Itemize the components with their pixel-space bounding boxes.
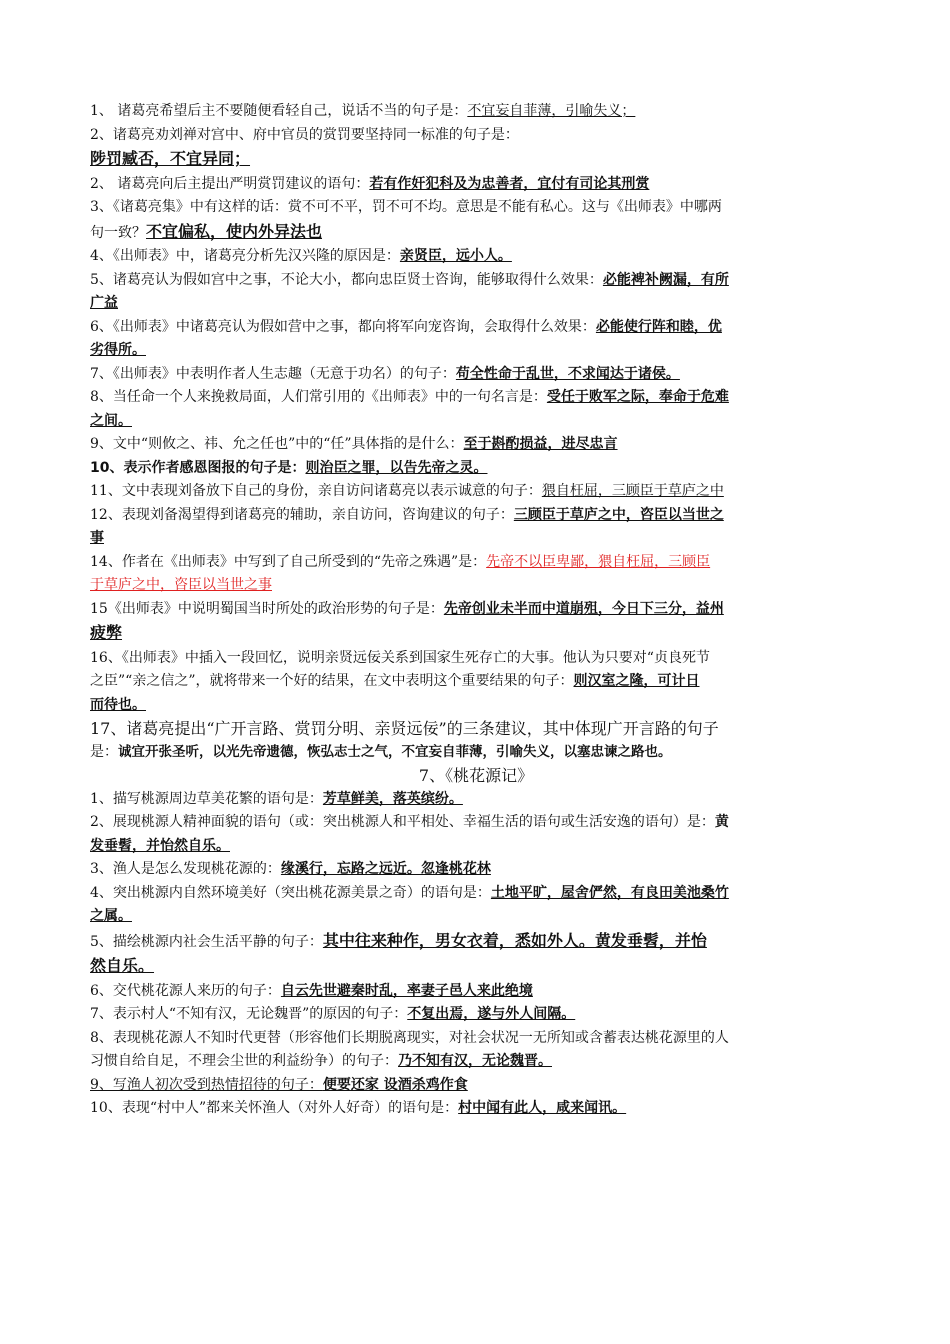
- question: 3、渔人是怎么发现桃花源的：: [90, 861, 281, 877]
- line-38: [90, 1003, 862, 1027]
- line-5: [90, 196, 862, 220]
- answer: 诚宜开张圣听，以光先帝遗德，恢弘志士之气，不宜妄自菲薄，引喻失义，以塞忠谏之路也。: [118, 743, 672, 760]
- answer: 广益: [90, 295, 118, 311]
- question: 9、写渔人初次受到热情招待的句子：: [90, 1076, 323, 1093]
- line-34: [90, 905, 862, 929]
- answer: 先帝不以臣卑鄙，猥自枉屈，三顾臣: [486, 553, 711, 570]
- line-3: [90, 147, 862, 173]
- question: 12、表现刘备渴望得到诸葛亮的辅助，亲自访问，咨询建议的句子：: [90, 506, 514, 523]
- question: 是：: [90, 743, 118, 760]
- question: 8、当任命一个人来挽救局面，人们常引用的《出师表》中的一句名言是：: [90, 389, 547, 405]
- line-11: [90, 339, 862, 363]
- line-31: [90, 835, 862, 859]
- answer: 疲弊: [90, 623, 123, 642]
- line-6: [90, 220, 862, 246]
- answer: 乃不知有汉，无论魏晋。: [398, 1053, 552, 1069]
- line-32: [90, 858, 862, 882]
- line-33: [90, 882, 862, 906]
- question: 1、 诸葛亮希望后主不要随便看轻自己，说话不当的句子是：: [90, 103, 468, 119]
- answer: 缘溪行，忘路之远近。忽逢桃花林: [280, 861, 491, 877]
- question: 1、描写桃源周边草美花繁的语句是：: [90, 790, 323, 807]
- line-29: [90, 788, 862, 812]
- question: 句一致？: [90, 224, 146, 241]
- answer: 受任于败军之际，奉命于危难: [546, 389, 729, 405]
- line-42: [90, 1097, 862, 1121]
- answer: 不宜妄自菲薄，引喻失义；: [467, 103, 636, 119]
- question: 之臣”“亲之信之”，就将带来一个好的结果，在文中表明这个重要结果的句子：: [90, 673, 574, 689]
- question: 10、表示作者感恩图报的句子是：: [90, 459, 306, 476]
- answer: 村中闻有此人，咸来闻讯。: [458, 1100, 627, 1116]
- answer: 黄: [714, 814, 729, 830]
- line-13: [90, 386, 862, 410]
- line-30: [90, 811, 862, 835]
- question: 4、突出桃源内自然环境美好（突出桃花源美景之奇）的语句是：: [90, 884, 491, 901]
- answer: 陟罚臧否，不宜异同；: [90, 149, 251, 168]
- document-page: [90, 100, 862, 1121]
- answer: 土地平旷，屋舍俨然，有良田美池桑竹: [490, 884, 729, 901]
- line-10: [90, 316, 862, 340]
- line-25: [90, 670, 862, 694]
- line-28: [90, 741, 862, 765]
- line-37: [90, 980, 862, 1004]
- question: 16、《出师表》中插入一段回忆，说明亲贤远佞关系到国家生死存亡的大事。他认为只要对“贞良死节: [90, 649, 710, 666]
- answer: 于草庐之中，咨臣以当世之事: [90, 577, 272, 593]
- line-8: [90, 269, 862, 293]
- line-19: [90, 527, 862, 551]
- answer: 芳草鲜美，落英缤纷。: [322, 790, 463, 807]
- answer: 至于斟酌损益，进尽忠言: [463, 436, 618, 452]
- line-24: [90, 647, 862, 671]
- section-heading: 7、《桃花源记》: [418, 766, 534, 785]
- answer: 不宜偏私，使内外异法也: [146, 221, 323, 241]
- question: 15《出师表》中说明蜀国当时所处的政治形势的句子是：: [90, 600, 444, 617]
- answer: 必能裨补阙漏，有所: [602, 271, 729, 288]
- answer: 之间。: [90, 412, 132, 429]
- question: 2、 诸葛亮向后主提出严明赏罚建议的语句：: [90, 175, 370, 192]
- line-41: [90, 1074, 862, 1098]
- question: 8、表现桃花源人不知时代更替（形容他们长期脱离现实，对社会状况一无所知或含蓄表达桃花源里的人: [90, 1029, 729, 1046]
- answer: 便要还家 设酒杀鸡作食: [322, 1076, 468, 1093]
- question: 17、诸葛亮提出“广开言路、赏罚分明、亲贤远佞”的三条建议，其中体现广开言路的句子: [90, 719, 719, 738]
- question: 7、表示村人“不知有汉，无论魏晋”的原因的句子：: [90, 1006, 408, 1022]
- answer: 必能使行阵和睦，优: [595, 318, 722, 335]
- line-4: [90, 173, 862, 197]
- question: 习惯自给自足，不理会尘世的利益纷争）的句子：: [90, 1053, 398, 1069]
- question: 14、作者在《出师表》中写到了自己所受到的“先帝之殊遇”是：: [90, 553, 487, 570]
- question: 4、《出师表》中，诸葛亮分析先汉兴隆的原因是：: [90, 248, 400, 264]
- line-17: [90, 480, 862, 504]
- answer: 劣得所。: [90, 342, 146, 358]
- section-title: [90, 764, 862, 788]
- line-22: [90, 598, 862, 622]
- answer: 亲贤臣，远小人。: [399, 248, 512, 264]
- answer: 自云先世避秦时乱，率妻子邑人来此绝境: [280, 982, 533, 999]
- answer: 苟全性命于乱世，不求闻达于诸侯。: [455, 365, 680, 382]
- question: 2、诸葛亮劝刘禅对宫中、府中官员的赏罚要坚持同一标准的句子是：: [90, 126, 519, 143]
- answer: 则汉室之隆，可计日: [573, 673, 700, 689]
- line-26: [90, 694, 862, 718]
- line-21: [90, 574, 862, 598]
- line-15: [90, 433, 862, 457]
- question: 7、《出师表》中表明作者人生志趣（无意于功名）的句子：: [90, 365, 456, 382]
- line-35: [90, 929, 862, 955]
- line-14: [90, 410, 862, 434]
- answer: 不复出焉，遂与外人间隔。: [407, 1006, 576, 1022]
- line-40: [90, 1050, 862, 1074]
- line-27: [90, 717, 862, 741]
- answer: 猥自枉屈，三顾臣于草庐之中: [541, 483, 724, 499]
- line-16: [90, 457, 862, 481]
- line-39: [90, 1027, 862, 1051]
- line-12: [90, 363, 862, 387]
- question: 3、《诸葛亮集》中有这样的话：赏不可不平，罚不可不均。意思是不能有私心。这与《出师表》中哪两: [90, 199, 722, 215]
- question: 6、交代桃花源人来历的句子：: [90, 982, 281, 999]
- answer: 则治臣之罪，以告先帝之灵。: [305, 459, 488, 476]
- answer: 发垂髫，并怡然自乐。: [90, 837, 230, 854]
- question: 5、诸葛亮认为假如宫中之事，不论大小，都向忠臣贤士咨询，能够取得什么效果：: [90, 271, 603, 288]
- answer: 先帝创业未半而中道崩殂，今日下三分，益州: [443, 600, 724, 617]
- answer: 事: [90, 530, 104, 546]
- answer: 若有作奸犯科及为忠善者，宜付有司论其刑赏: [369, 175, 650, 192]
- line-23: [90, 621, 862, 647]
- question: 5、描绘桃源内社会生活平静的句子：: [90, 933, 323, 950]
- answer: 之属。: [90, 908, 132, 924]
- answer: 然自乐。: [90, 956, 155, 975]
- question: 10、表现“村中人”都来关怀渔人（对外人好奇）的语句是：: [90, 1100, 459, 1116]
- line-18: [90, 504, 862, 528]
- line-9: [90, 292, 862, 316]
- answer: 而待也。: [90, 696, 146, 713]
- line-20: [90, 551, 862, 575]
- question: 9、文中“则攸之、祎、允之任也”中的“任”具体指的是什么：: [90, 436, 464, 452]
- line-7: [90, 245, 862, 269]
- line-36: [90, 954, 862, 980]
- line-1: [90, 100, 862, 124]
- line-2: [90, 124, 862, 148]
- answer: 其中往来种作，男女衣着，悉如外人。黄发垂髫，并怡: [322, 930, 707, 950]
- question: 6、《出师表》中诸葛亮认为假如营中之事，都向将军向宠咨询，会取得什么效果：: [90, 318, 596, 335]
- question: 2、展现桃源人精神面貌的语句（或：突出桃源人和平相处、幸福生活的语句或生活安逸的语句）是：: [90, 814, 715, 830]
- answer: 三顾臣于草庐之中，咨臣以当世之: [513, 506, 724, 523]
- question: 11、文中表现刘备放下自己的身份，亲自访问诸葛亮以表示诚意的句子：: [90, 483, 542, 499]
